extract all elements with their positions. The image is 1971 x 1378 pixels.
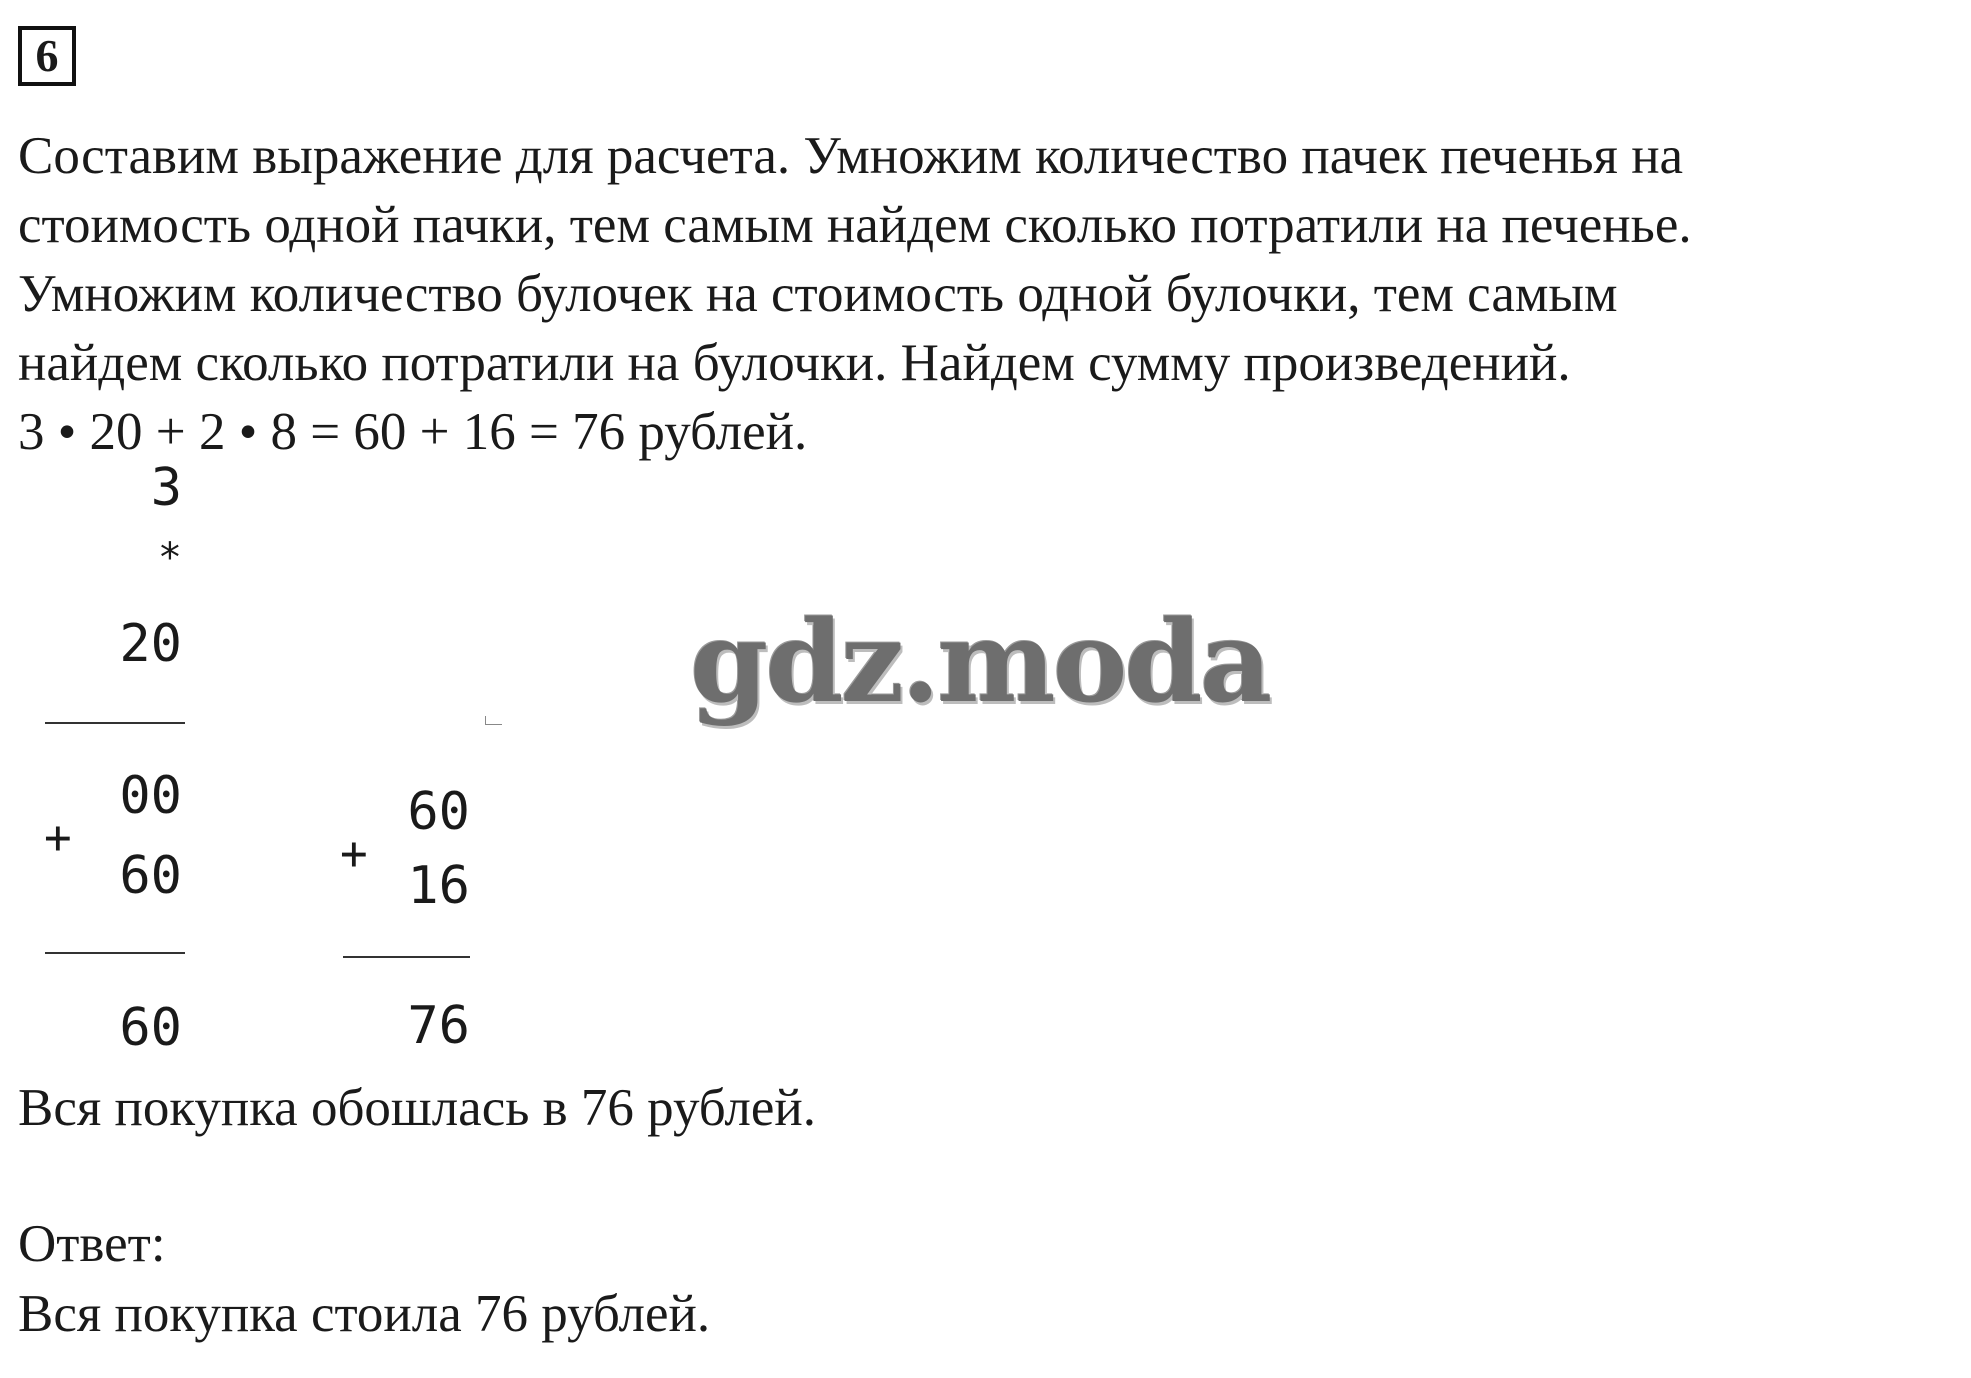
plus-sign: + xyxy=(340,826,368,880)
watermark-logo: gdz.moda xyxy=(690,597,1270,728)
plus-sign: + xyxy=(44,810,72,864)
product-result: 60 xyxy=(119,998,182,1058)
addend-1: 60 xyxy=(407,782,470,842)
multiply-sign: * xyxy=(157,535,182,581)
paragraph-line: Умножим количество булочек на стоимость одной булочки, тем самым xyxy=(18,265,1618,323)
multiplicand: 3 xyxy=(150,458,182,518)
partial-product-1: 00 xyxy=(119,766,182,826)
answer-text: Вся покупка стоила 76 рублей. xyxy=(18,1285,711,1343)
sum-result: 76 xyxy=(407,996,470,1056)
result-line: Вся покупка обошлась в 76 рублей. xyxy=(18,1079,817,1137)
answer-label: Ответ: xyxy=(18,1215,166,1273)
task-number: 6 xyxy=(18,26,76,86)
paragraph-line: Составим выражение для расчета. Умножим количество пачек печенья на xyxy=(18,127,1684,185)
multiplication-divider xyxy=(45,722,185,724)
addition-divider xyxy=(343,956,470,958)
sum-divider xyxy=(45,952,185,954)
addend-2: 16 xyxy=(407,856,470,916)
paragraph-line: стоимость одной пачки, тем самым найдем сколько потратили на печенье. xyxy=(18,196,1692,254)
solution-paragraph xyxy=(18,122,1948,467)
corner-mark xyxy=(485,716,502,725)
partial-product-2: 60 xyxy=(119,846,182,906)
expression-line: 3 • 20 + 2 • 8 = 60 + 16 = 76 рублей. xyxy=(18,403,808,461)
multiplier: 20 xyxy=(119,614,182,674)
paragraph-line: найдем сколько потратили на булочки. Найдем сумму произведений. xyxy=(18,334,1571,392)
